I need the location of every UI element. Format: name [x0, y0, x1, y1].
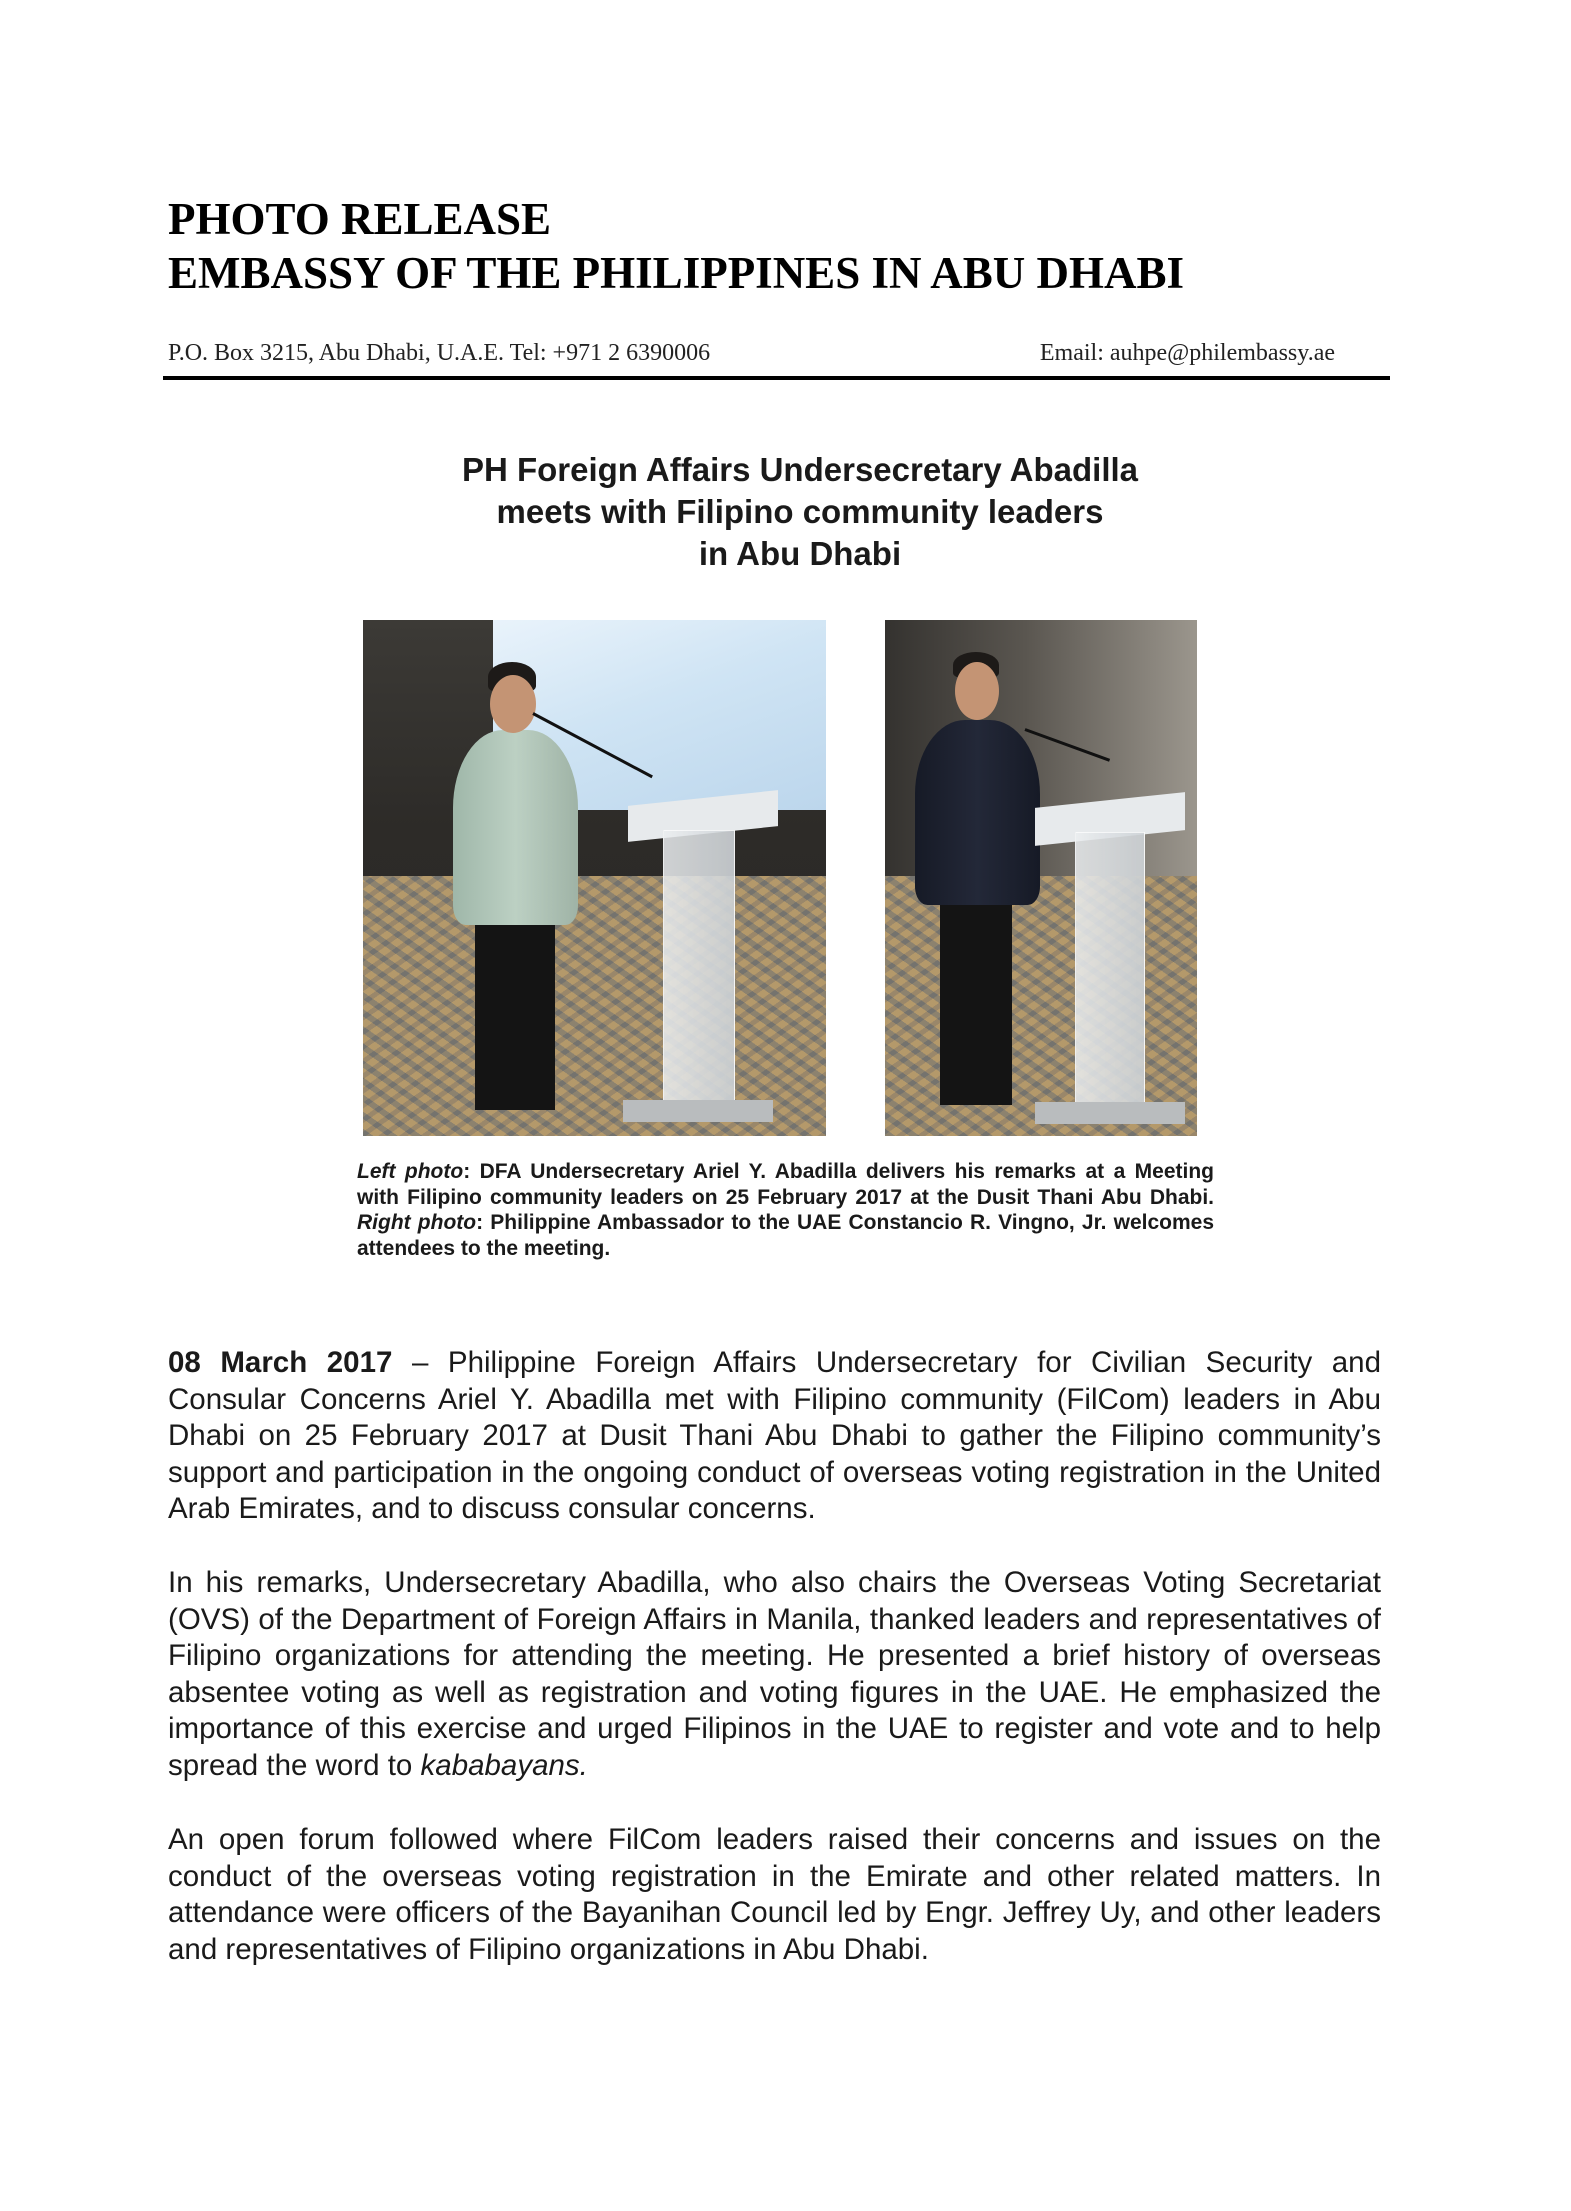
photo-caption [357, 1159, 1214, 1261]
podium [663, 830, 735, 1112]
podium-base [1035, 1102, 1185, 1124]
headline-line-1: PH Foreign Affairs Undersecretary Abadilla [461, 451, 1139, 488]
letterhead-line-2: EMBASSY OF THE PHILIPPINES IN ABU DHABI [168, 248, 1185, 298]
paragraph-1-text: – Philippine Foreign Affairs Undersecretary for Civilian Security and Consular Concerns Ariel Y. Abadilla met with Filipino community (FilCom) leaders in Abu Dhabi on 25 February 2017 at Dusit Thani Abu Dhabi to gather the Filipino community’s support and participation in the ongoing conduct of overseas voting registration in the United Arab Emirates, and to discuss consular concerns. [168, 1346, 1381, 1526]
caption-right-label: Right photo [357, 1211, 477, 1234]
letterhead-title [168, 192, 1184, 300]
paragraph-2-text: In his remarks, Undersecretary Abadilla, who also chairs the Overseas Voting Secretariat (OVS) of the Department of Foreign Affairs in Manila, thanked leaders and representatives of Filipino organizations for attending the meeting. He presented a brief history of overseas absentee voting as well as registration and voting figures in the UAE. He emphasized the importance of this exercise and urged Filipinos in the UAE to register and vote and to help spread the word to [168, 1566, 1381, 1782]
carpet-floor [363, 876, 826, 1136]
contact-email: Email: auhpe@philembassy.ae [1039, 340, 1335, 366]
podium-base [623, 1100, 773, 1122]
caption-left-text: : DFA Undersecretary Ariel Y. Abadilla delivers his remarks at a Meeting with Filipino community leaders on 25 February 2017 at the Dusit Thani Abu Dhabi. [357, 1160, 1214, 1209]
article-headline [300, 449, 1300, 575]
paragraph-2-italic: kababayans. [420, 1748, 588, 1782]
speaker-head [490, 675, 536, 733]
podium [1075, 832, 1145, 1114]
carpet-floor [885, 876, 1197, 1136]
dateline: 08 March 2017 [168, 1346, 393, 1379]
speaker-legs [940, 890, 1012, 1105]
speaker-suit [915, 720, 1040, 905]
letterhead-line-1: PHOTO RELEASE [168, 194, 552, 244]
paragraph-3-text: An open forum followed where FilCom leaders raised their concerns and issues on the conduct of the overseas voting registration in the Emirate and other related matters. In attendance were officers of the Bayanihan Council led by Engr. Jeffrey Uy, and other leaders and representatives of Filipino organizations in Abu Dhabi. [168, 1823, 1381, 1966]
body-paragraph-2 [168, 1565, 1381, 1785]
right-photo [885, 620, 1197, 1136]
header-divider [163, 376, 1390, 380]
caption-left-label: Left photo [357, 1160, 464, 1183]
speaker-head [955, 662, 999, 720]
body-paragraph-1 [168, 1345, 1381, 1528]
contact-address: P.O. Box 3215, Abu Dhabi, U.A.E. Tel: +971 2 6390006 [168, 340, 711, 366]
headline-line-3: in Abu Dhabi [698, 535, 902, 572]
caption-right-text: : Philippine Ambassador to the UAE Constancio R. Vingno, Jr. welcomes attendees to the meeting. [357, 1211, 1215, 1260]
speaker-legs [475, 910, 555, 1110]
headline-line-2: meets with Filipino community leaders [496, 493, 1104, 530]
speaker-shirt [453, 730, 578, 925]
left-photo [363, 620, 826, 1136]
body-paragraph-3 [168, 1822, 1381, 1968]
